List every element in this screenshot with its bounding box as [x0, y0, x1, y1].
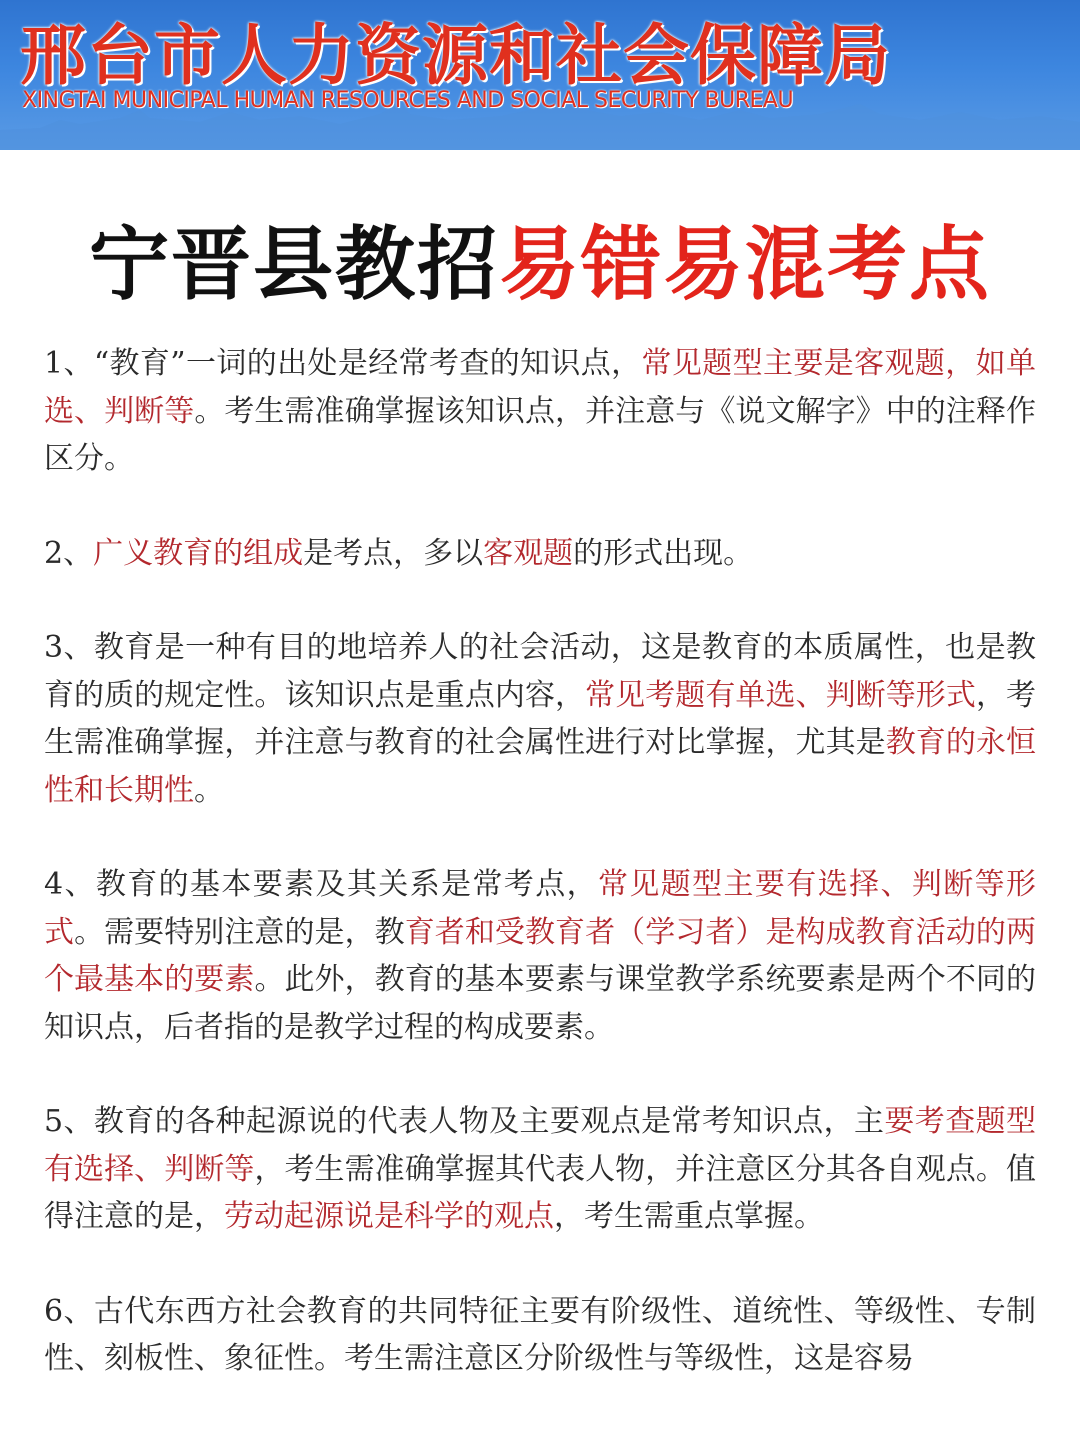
- point-5: [44, 1098, 1036, 1241]
- point-text: 。此外，教育的基本要素与课堂教学系统要素是两个不同的知识点，后者指的是教学过程的构成要素。: [44, 962, 1036, 1045]
- point-text: 2、: [44, 535, 94, 571]
- point-text: 。需要特别注意的是，教: [74, 914, 405, 950]
- point-text: 的形式出现。: [573, 535, 754, 571]
- point-4: [44, 861, 1036, 1051]
- point-text: 4、教育的基本要素及其关系是常考点，: [44, 867, 598, 902]
- point-2: [44, 530, 1036, 578]
- point-highlight: 劳动起源说是科学的观点: [224, 1199, 554, 1234]
- point-text: ，考生需准确掌握其代表人物，并注意区分其各自观点。值得注意的是，: [44, 1151, 1036, 1234]
- point-highlight: 常见题型主要有选择、判断等形式: [44, 867, 1036, 950]
- page-title: [0, 200, 1080, 315]
- point-text: 。考生需准确掌握该知识点，并注意与《说文解字》中的注释作区分。: [44, 393, 1036, 476]
- point-text: 是考点，多以: [303, 535, 484, 571]
- point-highlight: 教育的永恒性和长期性: [44, 725, 1036, 808]
- point-text: ，考生需重点掌握。: [554, 1199, 824, 1234]
- point-text: 6、古代东西方社会教育的共同特征主要有阶级性、道统性、等级性、专制性、刻板性、象征性。考生需注意区分阶级性与等级性，这是容易: [44, 1293, 1036, 1376]
- point-highlight: 常见题型主要是客观题，如单选、判断等: [44, 346, 1036, 429]
- point-highlight: 育者和受教育者（学习者）是构成教育活动的两个最基本的要素: [44, 914, 1036, 997]
- point-highlight: 要考查题型有选择、判断等: [44, 1104, 1037, 1187]
- point-text: 5、教育的各种起源说的代表人物及主要观点是常考知识点，主: [44, 1104, 885, 1139]
- bureau-title: 邢台市人力资源和社会保障局: [20, 17, 891, 94]
- title-part-county: 宁晋县教招: [89, 218, 499, 311]
- point-1: [44, 340, 1036, 483]
- point-highlight: 广义教育的组成: [93, 535, 304, 571]
- point-text: 。: [194, 772, 224, 808]
- point-3: [44, 624, 1036, 814]
- point-highlight: 客观题: [483, 535, 574, 571]
- header-banner: [0, 0, 1080, 150]
- point-highlight: 常见考题有单选、判断等形式: [585, 677, 976, 713]
- point-6: [44, 1288, 1036, 1383]
- point-text: ，考生需准确掌握，并注意与教育的社会属性进行对比掌握，尤其是: [44, 677, 1036, 760]
- bureau-subtitle: XINGTAI MUNICIPAL HUMAN RESOURCES AND SOCIAL SECURITY BUREAU: [22, 88, 794, 113]
- point-text: 1、“教育”一词的出处是经常考查的知识点，: [44, 346, 642, 381]
- point-text: 3、教育是一种有目的地培养人的社会活动，这是教育的本质属性，也是教育的质的规定性。该知识点是重点内容，: [44, 630, 1036, 713]
- article-body: [44, 340, 1036, 1430]
- title-part-highlight: 易错易混考点: [499, 218, 991, 311]
